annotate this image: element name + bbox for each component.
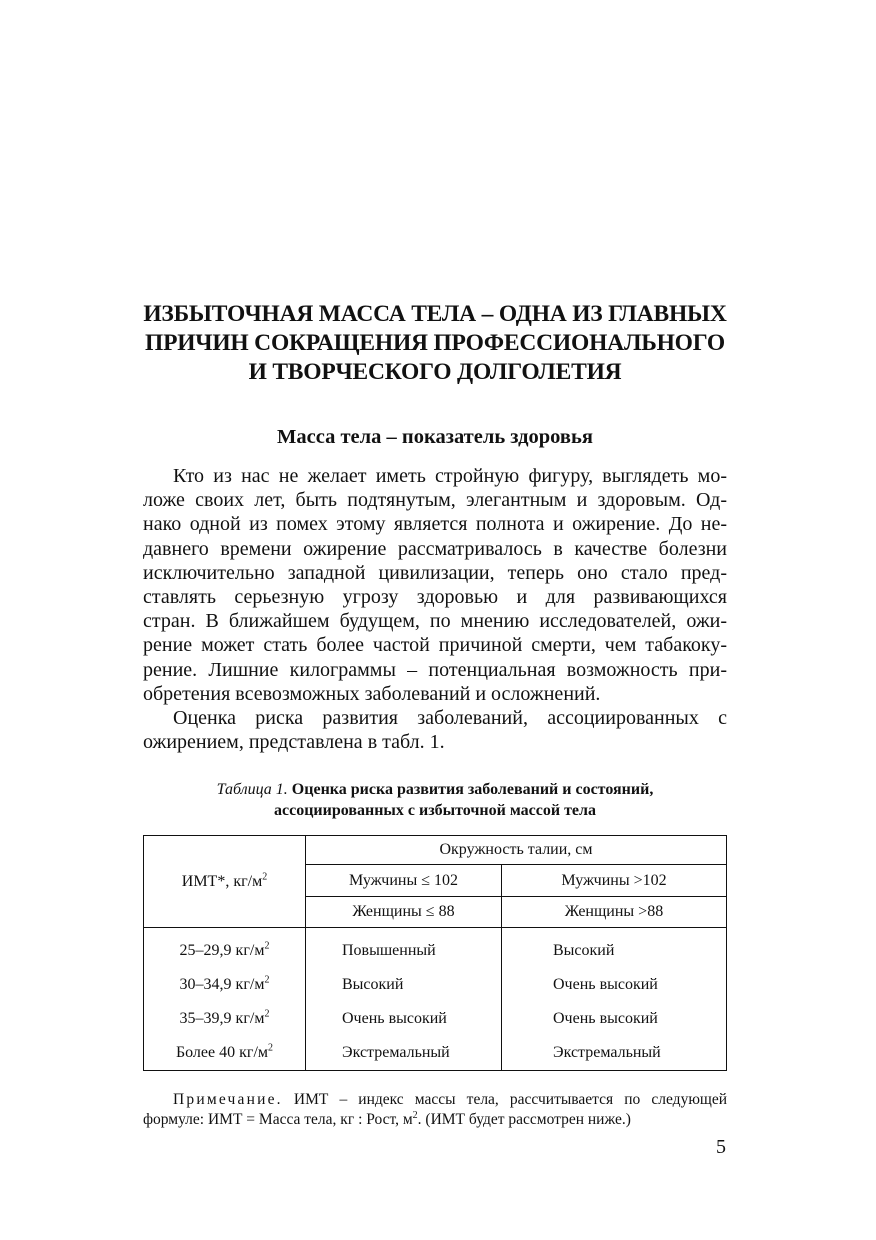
note-text: формуле: ИМТ = Масса тела, кг : Рост, м [143, 1111, 413, 1129]
chapter-title [143, 300, 727, 387]
men-high-header: Мужчины >102 [502, 865, 727, 897]
waist-header: Окружность талии, см [306, 836, 727, 865]
note-label: Примечание. [173, 1091, 283, 1109]
paragraph-line: стран. В ближайшем будущем, по мнению исследователей, ожи- [143, 610, 727, 633]
women-low-header: Женщины ≤ 88 [306, 897, 502, 928]
section-title: Масса тела – показатель здоровья [277, 426, 593, 448]
paragraph-line: давнего времени ожирение рассматривалось в качестве болезни [143, 537, 727, 560]
paragraph-line: исключительно западной цивилизации, теперь оно стало пред- [143, 561, 727, 584]
page-content [143, 300, 727, 1130]
risk-high-cell: Очень высокий [553, 1010, 658, 1028]
imt-cell [144, 928, 306, 969]
imt-sup: 2 [264, 974, 270, 986]
paragraph-line: нако одной из помех этому является полнота и ожирение. До не- [143, 513, 727, 536]
paragraph-line: ожирением, представлена в табл. 1. [143, 731, 445, 754]
paragraph-line: рение может стать более частой причиной смерти, чем табакоку- [143, 634, 727, 657]
imt-cell [144, 1002, 306, 1036]
paragraph-line: рение. Лишние килограммы – потенциальная возможность при- [143, 658, 727, 681]
imt-header [144, 836, 306, 928]
page-number: 5 [716, 1136, 726, 1158]
table-caption-title: ассоциированных с избыточной массой тела [273, 802, 596, 820]
women-high-header: Женщины >88 [502, 897, 727, 928]
paragraph-line: ставлять серьезную угрозу здоровью и для развивающихся [143, 585, 727, 608]
table-note [143, 1090, 727, 1130]
imt-sup: 2 [268, 1042, 274, 1054]
imt-value: Более 40 кг/м [175, 1044, 269, 1062]
risk-high-cell: Экстремальный [553, 1044, 661, 1062]
risk-low-cell: Очень высокий [306, 1002, 502, 1036]
table-row [144, 968, 727, 1002]
table-header-row [144, 836, 727, 865]
imt-value: 25–29,9 кг/м [179, 942, 265, 960]
chapter-title-line: ПРИЧИН СОКРАЩЕНИЯ ПРОФЕССИОНАЛЬНОГО [144, 330, 725, 356]
table-caption-label: Таблица 1. [216, 781, 288, 799]
risk-low-cell: Высокий [306, 968, 502, 1002]
table-caption-title: Оценка риска развития заболеваний и состояний, [291, 781, 654, 799]
note-line [143, 1110, 727, 1130]
note-text: ИМТ – индекс массы тела, рассчитывается по следующей [293, 1091, 728, 1109]
table-caption [143, 779, 727, 821]
table-row [144, 928, 727, 969]
paragraph-line: Оценка риска развития заболеваний, ассоциированных с [173, 706, 727, 729]
note-text: . (ИМТ будет рассмотрен ниже.) [417, 1111, 631, 1129]
paragraph-line: ложе своих лет, быть подтянутым, элегантным и здоровым. Од- [143, 489, 727, 512]
imt-header-text: ИМТ*, кг/м [181, 872, 263, 890]
note-line [143, 1090, 727, 1110]
paragraph-line: обретения всевозможных заболеваний и осложнений. [143, 682, 601, 705]
paragraph-line: Кто из нас не желает иметь стройную фигуру, выглядеть мо- [173, 465, 727, 487]
men-low-header: Мужчины ≤ 102 [306, 865, 502, 897]
chapter-title-line: И ТВОРЧЕСКОГО ДОЛГОЛЕТИЯ [248, 359, 622, 385]
risk-low-cell: Экстремальный [306, 1036, 502, 1071]
table-caption-line [143, 779, 727, 800]
table-row [144, 1036, 727, 1071]
body-text [143, 464, 727, 754]
imt-cell [144, 968, 306, 1002]
imt-value: 35–39,9 кг/м [179, 1010, 265, 1028]
imt-cell [144, 1036, 306, 1071]
imt-sup: 2 [264, 940, 270, 952]
risk-high-cell: Высокий [553, 942, 615, 960]
imt-header-sup: 2 [262, 871, 268, 883]
table-row [144, 1002, 727, 1036]
note-sup: 2 [412, 1110, 418, 1122]
risk-table [143, 835, 727, 1071]
imt-sup: 2 [264, 1008, 270, 1020]
risk-low-cell: Повышенный [306, 928, 502, 969]
imt-value: 30–34,9 кг/м [179, 976, 265, 994]
chapter-title-line: ИЗБЫТОЧНАЯ МАССА ТЕЛА – ОДНА ИЗ ГЛАВНЫХ [143, 301, 727, 327]
risk-high-cell: Очень высокий [553, 976, 658, 994]
